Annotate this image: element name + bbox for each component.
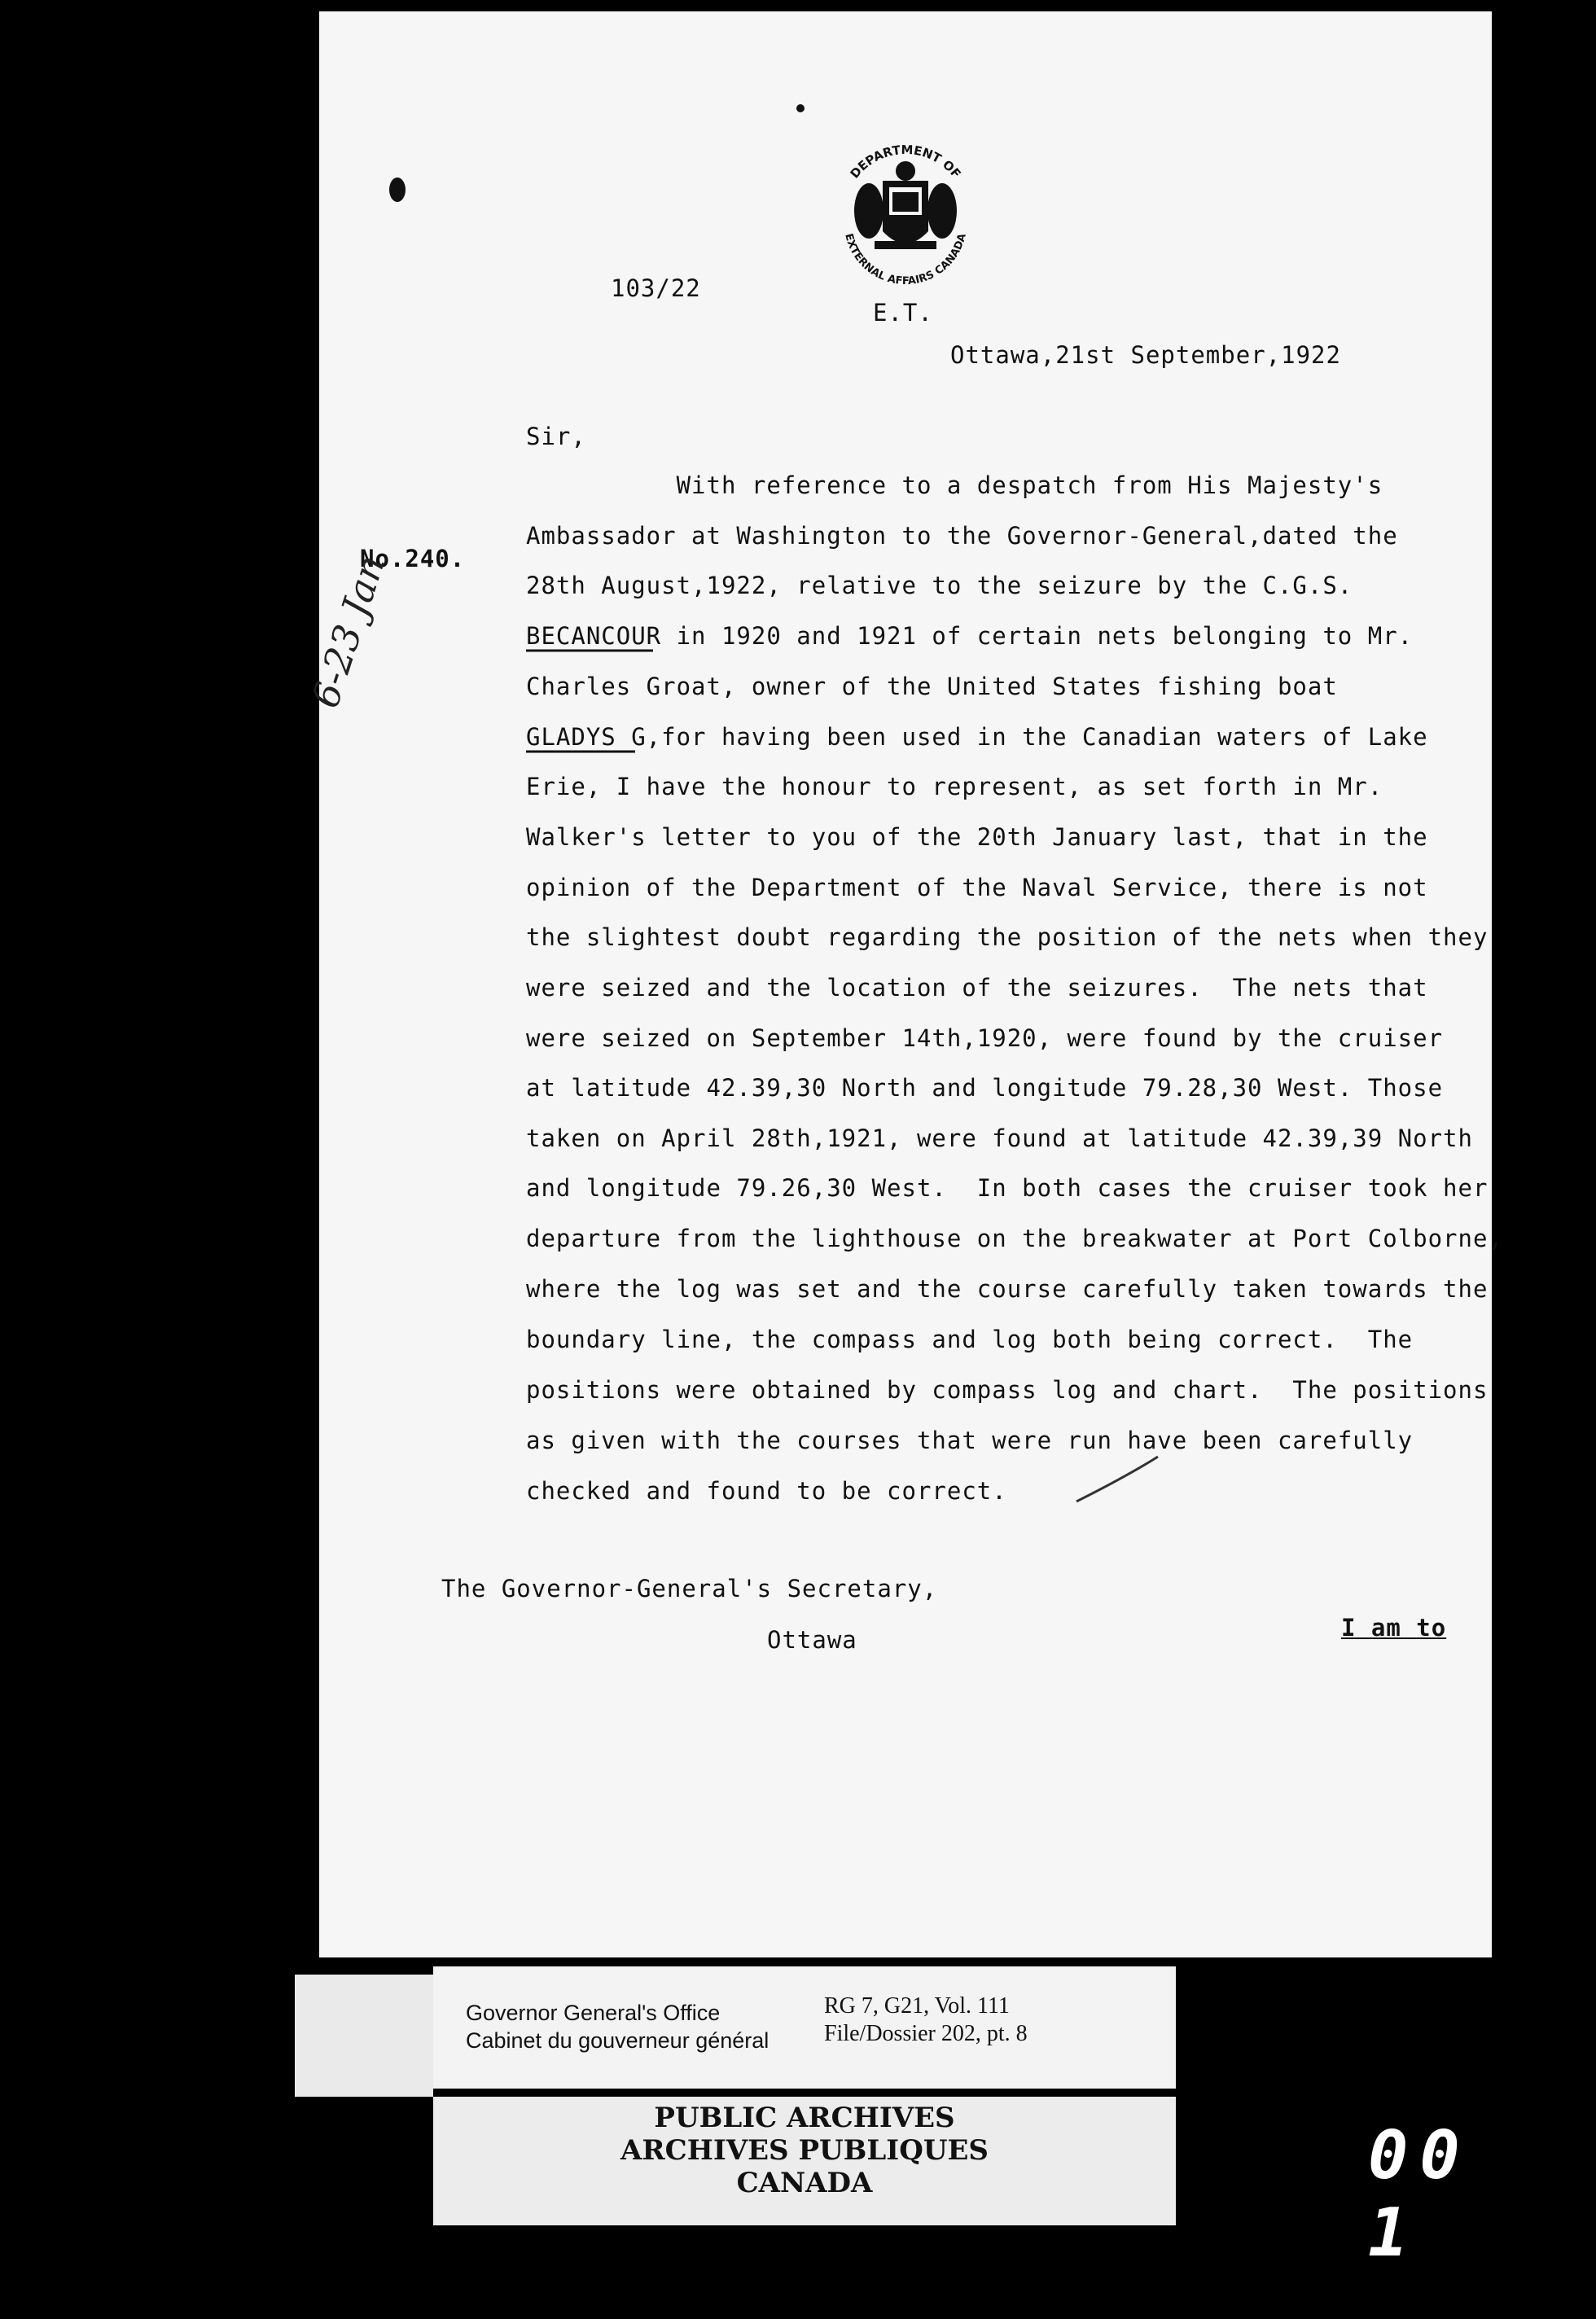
body-line: Ambassador at Washington to the Governor-General,dated the bbox=[526, 522, 1398, 550]
archive-reference-tag bbox=[433, 1966, 1176, 2089]
seal-text-bottom: EXTERNAL AFFAIRS CANADA bbox=[842, 232, 969, 288]
file-dossier-ref: File/Dossier 202, pt. 8 bbox=[824, 2021, 1028, 2046]
body-line: and longitude 79.26,30 West. In both cases the cruiser took her bbox=[526, 1174, 1489, 1202]
ink-speck bbox=[796, 104, 805, 112]
handwritten-margin-note: 6-23 Jan bbox=[303, 550, 394, 713]
body-line: 28th August,1922, relative to the seizure by the C.G.S. bbox=[526, 572, 1353, 599]
body-line: departure from the lighthouse on the breakwater at Port Colborne, bbox=[526, 1225, 1503, 1252]
frame-number: 00 1 bbox=[1368, 2117, 1471, 2272]
ink-blot bbox=[389, 178, 406, 202]
body-line: checked and found to be correct. bbox=[526, 1477, 1007, 1505]
public-archives-stamp bbox=[433, 2097, 1176, 2225]
body-line: the slightest doubt regarding the position of the nets when they bbox=[526, 923, 1489, 951]
body-line: where the log was set and the course carefully taken towards the bbox=[526, 1275, 1489, 1303]
seal-text-top: DEPARTMENT OF bbox=[847, 142, 964, 182]
body-line: Erie, I have the honour to represent, as set forth in Mr. bbox=[526, 773, 1383, 800]
body-line: With reference to a despatch from His Majesty's bbox=[526, 471, 1383, 499]
letter-page bbox=[303, 11, 1503, 1957]
file-reference: 103/22 bbox=[611, 274, 701, 302]
archives-line-fr: ARCHIVES PUBLIQUES bbox=[620, 2134, 989, 2167]
body-line: were seized on September 14th,1920, were found by the cruiser bbox=[526, 1024, 1444, 1052]
body-line: Walker's letter to you of the 20th January last, that in the bbox=[526, 823, 1428, 851]
archive-tag-edge bbox=[295, 1975, 433, 2097]
body-line: Charles Groat, owner of the United States fishing boat bbox=[526, 673, 1338, 700]
letter-date: Ottawa,21st September,1922 bbox=[950, 341, 1341, 369]
body-line: BECANCOUR in 1920 and 1921 of certain nets belonging to Mr. bbox=[526, 622, 1414, 650]
body-line: boundary line, the compass and log both being correct. The bbox=[526, 1326, 1414, 1353]
body-line: opinion of the Department of the Naval Service, there is not bbox=[526, 874, 1428, 901]
despatch-number: No.240. bbox=[360, 545, 466, 572]
record-group-ref: RG 7, G21, Vol. 111 bbox=[824, 1993, 1010, 2019]
catchword: I am to bbox=[1341, 1614, 1447, 1642]
addressee-city: Ottawa bbox=[767, 1626, 857, 1654]
archives-line-en: PUBLIC ARCHIVES bbox=[654, 2102, 955, 2134]
office-name-en: Governor General's Office bbox=[466, 2001, 721, 2025]
addressee: The Governor-General's Secretary, bbox=[441, 1575, 938, 1602]
body-line: taken on April 28th,1921, were found at latitude 42.39,39 North bbox=[526, 1124, 1473, 1152]
body-line: were seized and the location of the seizures. The nets that bbox=[526, 974, 1428, 1002]
salutation: Sir, bbox=[526, 423, 586, 450]
body-line: GLADYS G,for having been used in the Canadian waters of Lake bbox=[526, 723, 1428, 751]
body-line: at latitude 42.39,30 North and longitude 79.28,30 West. Those bbox=[526, 1074, 1444, 1102]
office-name-fr: Cabinet du gouverneur général bbox=[466, 2028, 770, 2053]
archives-line-country: CANADA bbox=[736, 2167, 873, 2199]
initials: E.T. bbox=[873, 299, 933, 327]
body-line: as given with the courses that were run have been carefully bbox=[526, 1427, 1414, 1454]
body-line: positions were obtained by compass log and chart. The positions bbox=[526, 1376, 1489, 1404]
department-seal bbox=[824, 117, 987, 321]
